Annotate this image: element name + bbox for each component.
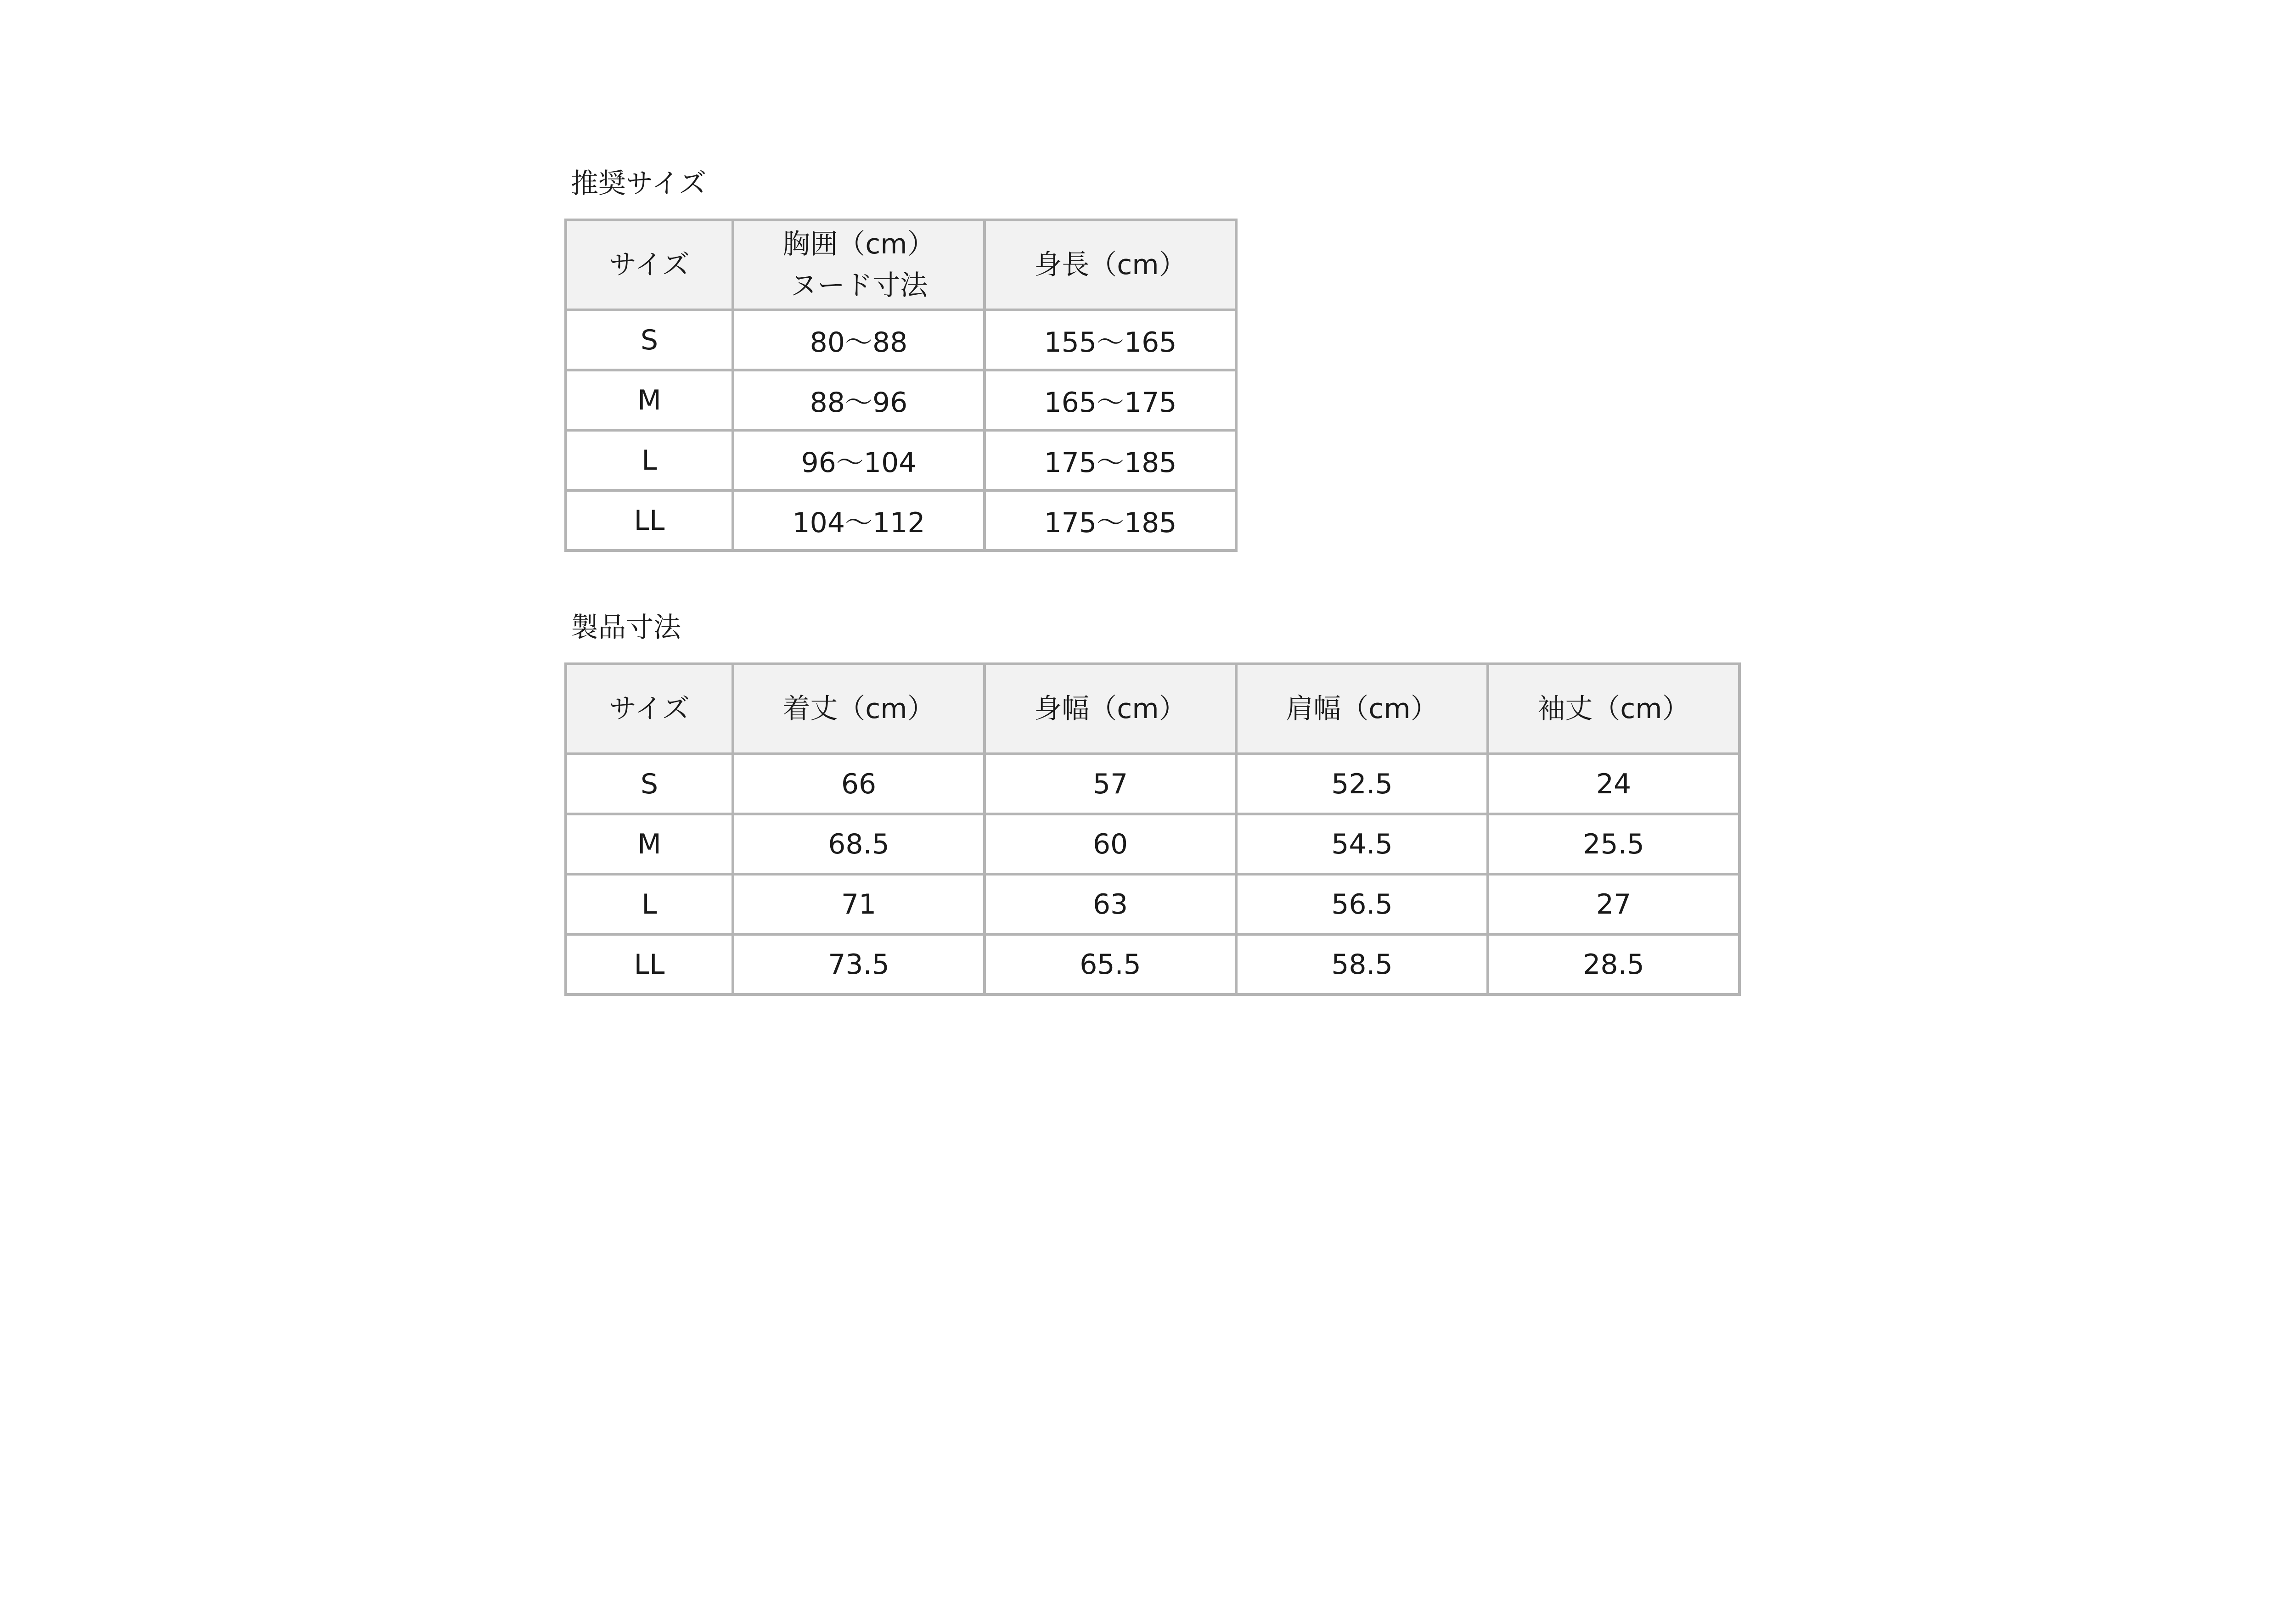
cell-body-width: 60 — [985, 814, 1236, 874]
cell-body-width: 65.5 — [985, 934, 1236, 994]
cell-chest: 96〜104 — [733, 430, 985, 490]
cell-height: 165〜175 — [985, 370, 1236, 430]
cell-height: 155〜165 — [985, 310, 1236, 370]
table-row — [566, 934, 1739, 994]
cell-size: S — [566, 310, 733, 370]
recommended-size-title: 推奨サイズ — [571, 168, 707, 200]
header-body-width: 身幅（cm） — [985, 664, 1236, 754]
header-chest: 胸囲（cm） ヌード寸法 — [733, 220, 985, 310]
cell-size: M — [566, 814, 733, 874]
cell-body-width: 57 — [985, 754, 1236, 814]
cell-sleeve-length: 25.5 — [1488, 814, 1739, 874]
table-row — [566, 814, 1739, 874]
cell-height: 175〜185 — [985, 430, 1236, 490]
header-size: サイズ — [566, 220, 733, 310]
cell-length: 71 — [733, 874, 985, 934]
cell-size: LL — [566, 490, 733, 550]
cell-size: L — [566, 874, 733, 934]
cell-chest: 88〜96 — [733, 370, 985, 430]
header-size: サイズ — [566, 664, 733, 754]
cell-size: L — [566, 430, 733, 490]
cell-shoulder-width: 54.5 — [1236, 814, 1488, 874]
table-row — [566, 874, 1739, 934]
cell-sleeve-length: 27 — [1488, 874, 1739, 934]
table-row — [566, 370, 1236, 430]
product-dimensions-table — [564, 662, 1741, 996]
header-length: 着丈（cm） — [733, 664, 985, 754]
cell-height: 175〜185 — [985, 490, 1236, 550]
cell-sleeve-length: 24 — [1488, 754, 1739, 814]
table-row — [566, 754, 1739, 814]
product-dimensions-title: 製品寸法 — [571, 612, 681, 644]
cell-chest: 104〜112 — [733, 490, 985, 550]
cell-sleeve-length: 28.5 — [1488, 934, 1739, 994]
header-sleeve-length: 袖丈（cm） — [1488, 664, 1739, 754]
cell-length: 73.5 — [733, 934, 985, 994]
cell-shoulder-width: 56.5 — [1236, 874, 1488, 934]
recommended-size-table — [564, 219, 1238, 552]
table-row — [566, 430, 1236, 490]
header-shoulder-width: 肩幅（cm） — [1236, 664, 1488, 754]
cell-chest: 80〜88 — [733, 310, 985, 370]
cell-length: 66 — [733, 754, 985, 814]
cell-shoulder-width: 52.5 — [1236, 754, 1488, 814]
table-header-row — [566, 664, 1739, 754]
cell-length: 68.5 — [733, 814, 985, 874]
header-height: 身長（cm） — [985, 220, 1236, 310]
table-header-row — [566, 220, 1236, 310]
cell-body-width: 63 — [985, 874, 1236, 934]
table-row — [566, 310, 1236, 370]
cell-shoulder-width: 58.5 — [1236, 934, 1488, 994]
cell-size: S — [566, 754, 733, 814]
table-row — [566, 490, 1236, 550]
cell-size: M — [566, 370, 733, 430]
cell-size: LL — [566, 934, 733, 994]
